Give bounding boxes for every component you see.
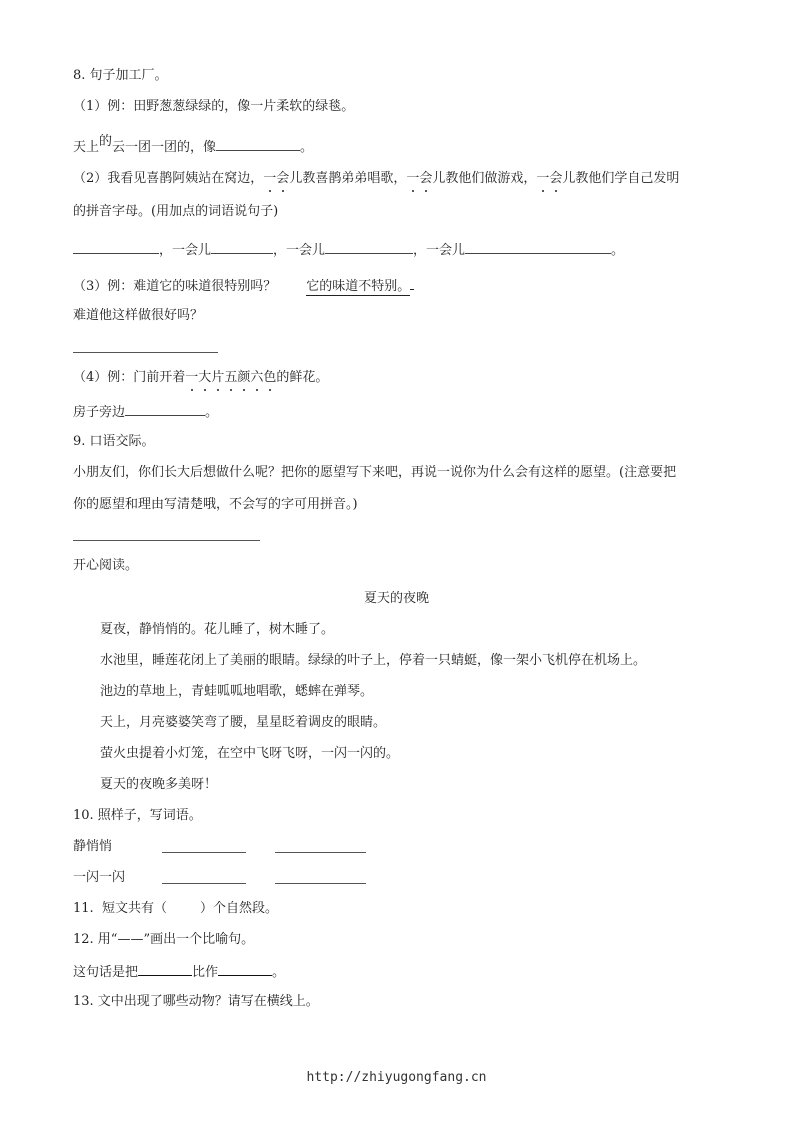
q8-part2-sep-2: ，一会儿 (273, 243, 326, 258)
dotted-char: 一 (536, 171, 550, 186)
reading-paragraph: 萤火虫提着小灯笼，在空中飞呀飞呀，一闪一闪的。 (100, 746, 400, 761)
reading-title: 夏天的夜晚 (363, 591, 429, 606)
q8-part3-answer-line[interactable] (73, 352, 218, 353)
q8-part2-sep-3: ，一会儿 (413, 243, 466, 258)
dotted-char: 片 (211, 370, 225, 385)
q8-part2-blank-1[interactable] (73, 240, 159, 254)
reading-paragraph: 天上，月亮婆婆笑弯了腰，星星眨着调皮的眼睛。 (100, 715, 387, 730)
q12-fill-text-b: 比作 (192, 965, 219, 980)
q8-title: 8. 句子加工厂。 (73, 68, 168, 83)
q12-fill-text-a: 这句话是把 (73, 965, 139, 980)
q8-part3-example-text: （3）例：难道它的味道很特别吗？ (73, 279, 277, 294)
q10-word-2: 一闪一闪 (73, 870, 126, 885)
dotted-char: 会 (419, 171, 433, 186)
q8-part3-task: 难道他这样做很好吗？ (73, 308, 204, 323)
q8-part4-task-text: 房子旁边 (73, 405, 126, 420)
q13-title: 13. 文中出现了哪些动物？请写在横线上。 (73, 994, 319, 1009)
q12-blank-2[interactable] (218, 962, 272, 976)
q8-part2-blank-4[interactable] (465, 240, 611, 254)
q8-part2-sep-1: ，一会儿 (159, 243, 212, 258)
q12-title: 12. 用“——”画出一个比喻句。 (73, 932, 255, 947)
dotted-char: 一 (185, 370, 199, 385)
q10-word1-blank-2[interactable] (275, 852, 366, 853)
q8-part4-example (73, 369, 328, 387)
q8-part2-text-a: （2）我看见喜鹊阿姨站在窝边， (73, 171, 264, 186)
q8-part1-task-text-b: 云一团一团的，像 (112, 140, 217, 155)
q8-part1-task-end: 。 (300, 140, 314, 155)
dotted-char: 会 (276, 171, 290, 186)
q8-part4-task (73, 402, 218, 422)
q10-word2-blank-1[interactable] (162, 883, 246, 884)
q8-part3-example (73, 276, 414, 296)
q8-part2-line1 (73, 170, 679, 188)
q8-part2-text-d: 儿教他们学自己发明 (562, 171, 680, 186)
q8-part4-example-text-b: 的鲜花。 (276, 370, 329, 385)
q12-blank-1[interactable] (138, 962, 192, 976)
q9-line2: 你的愿望和理由写清楚哦，不会写的字可用拼音。) (73, 497, 358, 512)
q8-part4-answer-blank[interactable] (125, 402, 205, 416)
q9-title: 9. 口语交际。 (73, 434, 155, 449)
q8-part2-blank-2[interactable] (211, 240, 273, 254)
q8-part1-example: （1）例：田野葱葱绿绿的，像一片柔软的绿毯。 (73, 99, 355, 114)
reading-label: 开心阅读。 (73, 558, 139, 573)
q10-title: 10. 照样子，写词语。 (73, 808, 202, 823)
q8-part3-example-answer: 它的味道不特别。 (306, 279, 411, 294)
q8-part2-blank-3[interactable] (325, 240, 413, 254)
dotted-char: 色 (263, 370, 277, 385)
q8-part2-line2: 的拼音字母。(用加点的词语说句子) (73, 204, 279, 219)
dotted-char: 六 (250, 370, 264, 385)
reading-paragraph: 夏夜，静悄悄的。花儿睡了，树木睡了。 (100, 622, 335, 637)
q10-word1-blank-1[interactable] (162, 852, 246, 853)
q11-text: 11. 短文共有（ ）个自然段。 (73, 901, 278, 916)
q8-part1-task (73, 134, 314, 157)
footer-url: http://zhiyugongfang.cn (306, 1070, 487, 1085)
reading-paragraph: 池边的草地上，青蛙呱呱地唱歌，蟋蟀在弹琴。 (100, 684, 374, 699)
dotted-char: 颜 (237, 370, 251, 385)
dotted-char: 一 (406, 171, 420, 186)
q10-word-1: 静悄悄 (73, 839, 113, 854)
q8-part1-task-sup: 的 (99, 134, 113, 149)
q8-part2-text-c: 儿教他们做游戏， (432, 171, 537, 186)
dotted-char: 五 (224, 370, 238, 385)
q8-part2-text-b: 儿教喜鹊弟弟唱歌， (289, 171, 407, 186)
dotted-char: 一 (263, 171, 277, 186)
q8-part1-answer-blank[interactable] (216, 137, 300, 151)
reading-paragraph: 水池里，睡莲花闭上了美丽的眼睛。绿绿的叶子上，停着一只蜻蜓，像一架小飞机停在机场上。 (100, 653, 647, 668)
q8-part2-fill-end: 。 (611, 243, 625, 258)
q9-line1: 小朋友们，你们长大后想做什么呢？把你的愿望写下来吧，再说一说你为什么会有这样的愿望。(注意要把 (73, 465, 677, 480)
q8-part1-task-text-a: 天上 (73, 140, 100, 155)
q12-fill-end: 。 (272, 965, 286, 980)
q9-answer-line[interactable] (73, 540, 260, 541)
q8-part2-fill (73, 240, 624, 260)
q8-part4-example-text-a: （4）例：门前开着 (73, 370, 186, 385)
q12-fill (73, 962, 285, 982)
reading-paragraph: 夏天的夜晚多美呀！ (100, 777, 218, 792)
dotted-char: 大 (198, 370, 212, 385)
q8-part4-task-end: 。 (205, 405, 219, 420)
dotted-char: 会 (549, 171, 563, 186)
q10-word2-blank-2[interactable] (275, 883, 366, 884)
